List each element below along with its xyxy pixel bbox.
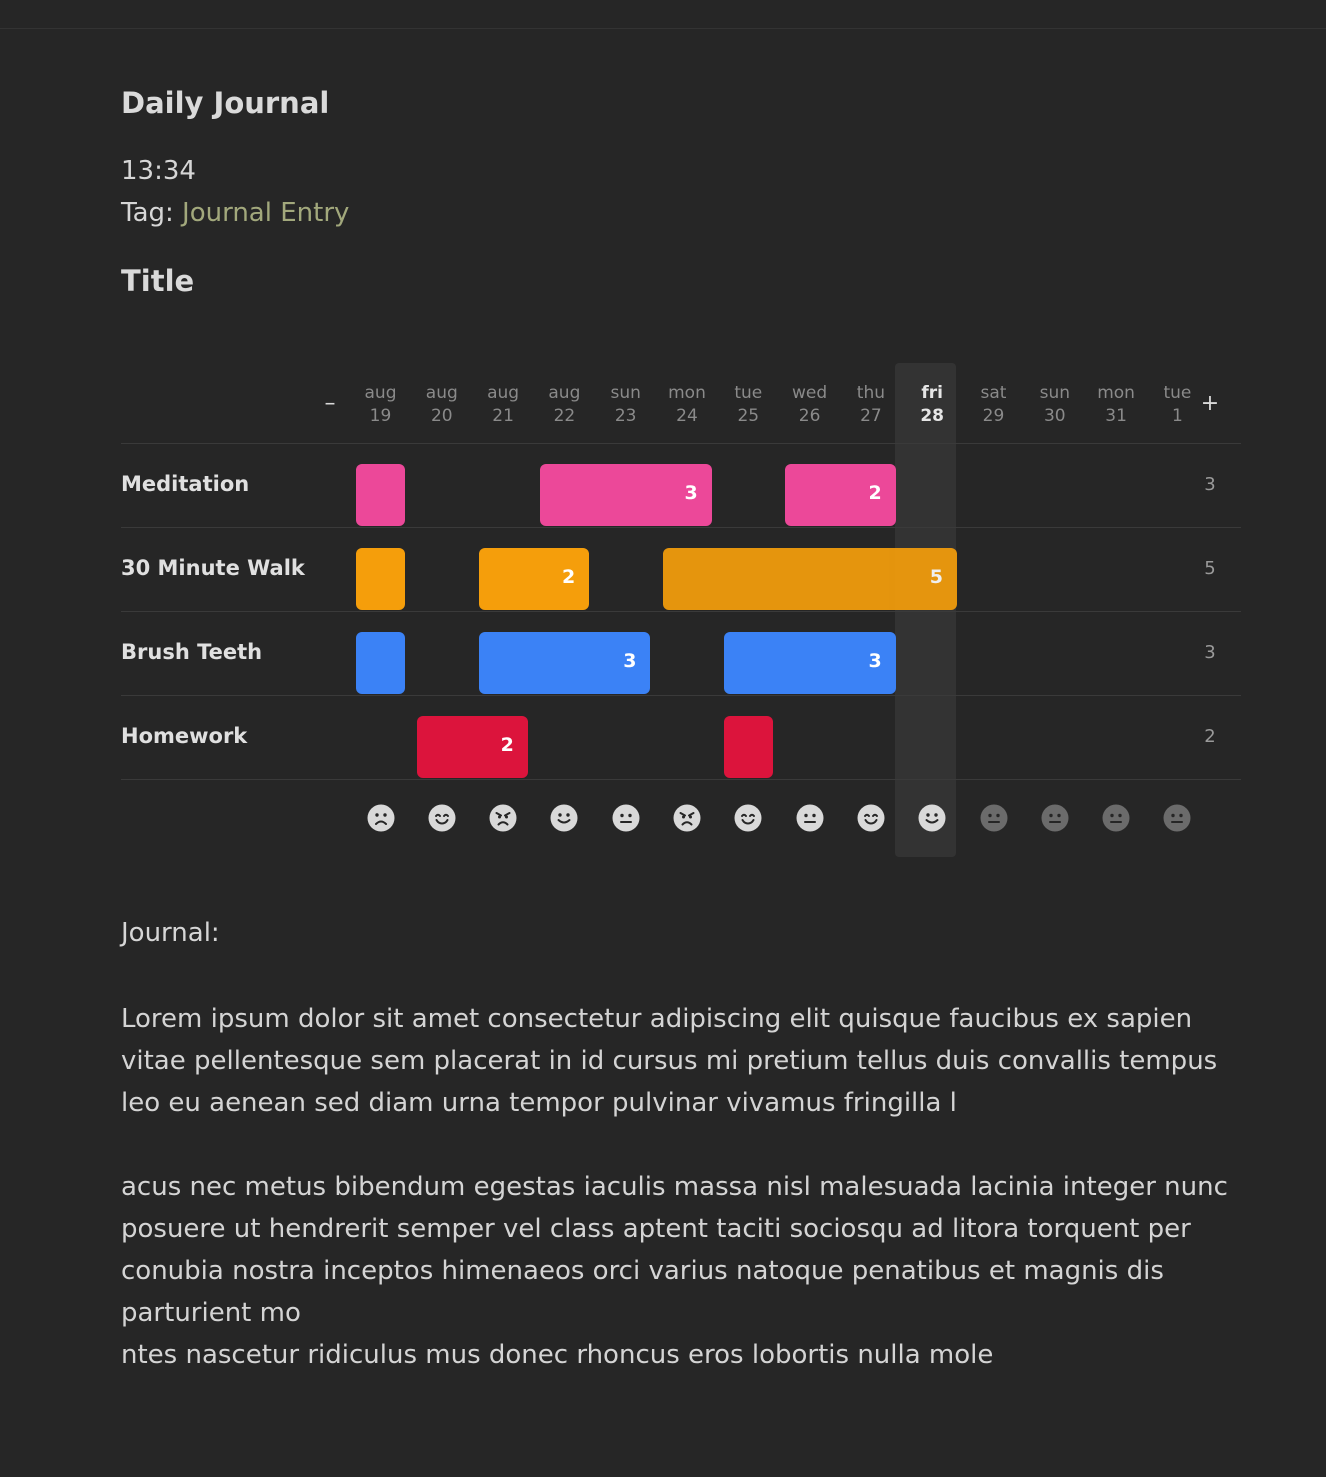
habit-total: 3 xyxy=(1204,642,1216,663)
day-header-date: 22 xyxy=(553,406,576,426)
top-bar xyxy=(0,0,1326,29)
day-header xyxy=(718,382,779,428)
day-header xyxy=(411,382,472,428)
neutral-face-icon[interactable] xyxy=(796,804,824,832)
day-header-weekday: mon xyxy=(1097,383,1135,403)
habit-name[interactable]: Brush Teeth xyxy=(121,640,263,664)
section-title: Title xyxy=(121,264,195,298)
happy-face-icon[interactable] xyxy=(734,804,762,832)
day-header xyxy=(1024,382,1085,428)
day-header-weekday: aug xyxy=(548,383,581,403)
streak-count: 2 xyxy=(500,734,514,756)
streak-count: 2 xyxy=(561,566,576,588)
tag-link[interactable]: Journal Entry xyxy=(182,198,350,228)
entry-time: 13:34 xyxy=(121,156,196,186)
day-header-date: 26 xyxy=(798,406,821,426)
neutral-face-icon[interactable] xyxy=(612,804,640,832)
habit-name[interactable]: Homework xyxy=(121,724,248,748)
habit-streak-bar[interactable] xyxy=(724,632,896,694)
day-header-weekday: thu xyxy=(856,383,885,403)
streak-count: 5 xyxy=(929,566,943,588)
streak-count: 2 xyxy=(868,482,882,504)
day-header xyxy=(840,382,901,428)
day-header xyxy=(657,382,718,428)
journal-paragraph: acus nec metus bibendum egestas iaculis massa nisl malesuada lacinia integer nunc posuere ut hendrerit semper vel class aptent taciti sociosqu ad litora torquent per conubia nostra inceptos himenaeos orci varius natoque penatibus et magnis dis parturient mo xyxy=(121,1172,1228,1328)
day-header-date: 23 xyxy=(614,406,637,426)
day-header-date: 19 xyxy=(369,406,392,426)
neutral-face-icon[interactable] xyxy=(1102,804,1130,832)
day-header-weekday: wed xyxy=(792,383,828,403)
row-divider xyxy=(121,611,1241,612)
habit-total: 3 xyxy=(1204,474,1216,495)
habit-streak-bar[interactable] xyxy=(479,632,651,694)
habit-streak-bar[interactable] xyxy=(356,548,405,610)
day-header xyxy=(473,382,534,428)
streak-count: 3 xyxy=(684,482,698,504)
day-header xyxy=(963,382,1024,428)
row-divider xyxy=(121,695,1241,696)
journal-label: Journal: xyxy=(121,918,220,948)
day-header-date: 28 xyxy=(920,406,945,426)
day-header-date: 29 xyxy=(982,406,1005,426)
day-header-weekday: sun xyxy=(610,383,641,403)
smile-face-icon[interactable] xyxy=(550,804,578,832)
streak-count: 3 xyxy=(623,650,637,672)
journal-paragraph: Lorem ipsum dolor sit amet consectetur adipiscing elit quisque faucibus ex sapien vitae pellentesque sem placerat in id cursus mi pretium tellus duis convallis tempus leo eu aenean sed diam urna tempor pulvinar vivamus fringilla l xyxy=(121,1004,1218,1118)
day-header-weekday: tue xyxy=(734,383,763,403)
journal-paragraph: ntes nascetur ridiculus mus donec rhoncus eros lobortis nulla mole xyxy=(121,1340,994,1370)
day-header-weekday: mon xyxy=(668,383,706,403)
day-header xyxy=(779,382,840,428)
day-header-weekday: tue xyxy=(1163,383,1192,403)
day-header-date: 31 xyxy=(1105,406,1127,426)
row-divider xyxy=(121,527,1241,528)
day-header xyxy=(595,382,656,428)
habit-streak-bar[interactable] xyxy=(479,548,590,610)
neutral-face-icon[interactable] xyxy=(1041,804,1069,832)
happy-face-icon[interactable] xyxy=(857,804,885,832)
day-header-date: 21 xyxy=(492,406,514,426)
next-days-button[interactable]: + xyxy=(1200,391,1220,416)
habit-total: 2 xyxy=(1204,726,1216,747)
day-header-date: 27 xyxy=(860,406,882,426)
page-title: Daily Journal xyxy=(121,86,330,120)
neutral-face-icon[interactable] xyxy=(980,804,1008,832)
day-header-date: 20 xyxy=(430,406,453,426)
day-header-date: 25 xyxy=(737,406,760,426)
days-area xyxy=(364,363,1192,857)
habit-name[interactable]: 30 Minute Walk xyxy=(121,556,305,580)
day-header-date: 24 xyxy=(676,406,698,426)
habit-streak-bar[interactable] xyxy=(724,716,773,778)
tag-label: Tag: xyxy=(121,198,174,228)
day-header-weekday: aug xyxy=(487,383,520,403)
row-divider xyxy=(121,779,1241,780)
habit-name[interactable]: Meditation xyxy=(121,472,250,496)
habit-streak-bar[interactable] xyxy=(540,464,712,526)
day-header xyxy=(1147,382,1208,428)
previous-days-button[interactable]: – xyxy=(324,391,336,416)
angry-face-icon[interactable] xyxy=(489,804,517,832)
habit-tracker xyxy=(121,363,1241,858)
day-header xyxy=(1086,382,1147,428)
day-header-weekday: sat xyxy=(980,383,1007,403)
streak-count: 3 xyxy=(868,650,882,672)
habit-streak-bar[interactable] xyxy=(356,464,405,526)
habit-streak-bar[interactable] xyxy=(417,716,528,778)
happy-face-icon[interactable] xyxy=(428,804,456,832)
angry-face-icon[interactable] xyxy=(673,804,701,832)
habit-streak-bar[interactable] xyxy=(356,632,405,694)
day-header-weekday: aug xyxy=(364,383,397,403)
habit-streak-bar[interactable] xyxy=(663,548,958,610)
sad-face-icon[interactable] xyxy=(367,804,395,832)
day-header xyxy=(902,382,963,428)
day-header-date: 1 xyxy=(1171,406,1183,426)
day-header xyxy=(534,382,595,428)
day-header-weekday: fri xyxy=(921,383,943,403)
tag-line xyxy=(121,198,349,228)
habit-total: 5 xyxy=(1204,558,1216,579)
neutral-face-icon[interactable] xyxy=(1163,804,1191,832)
day-header-date: 30 xyxy=(1043,406,1066,426)
day-header-weekday: sun xyxy=(1039,383,1070,403)
row-divider xyxy=(121,443,1241,444)
smile-face-icon[interactable] xyxy=(918,804,946,832)
day-header-weekday: aug xyxy=(425,383,458,403)
day-header xyxy=(350,382,411,428)
habit-streak-bar[interactable] xyxy=(785,464,896,526)
